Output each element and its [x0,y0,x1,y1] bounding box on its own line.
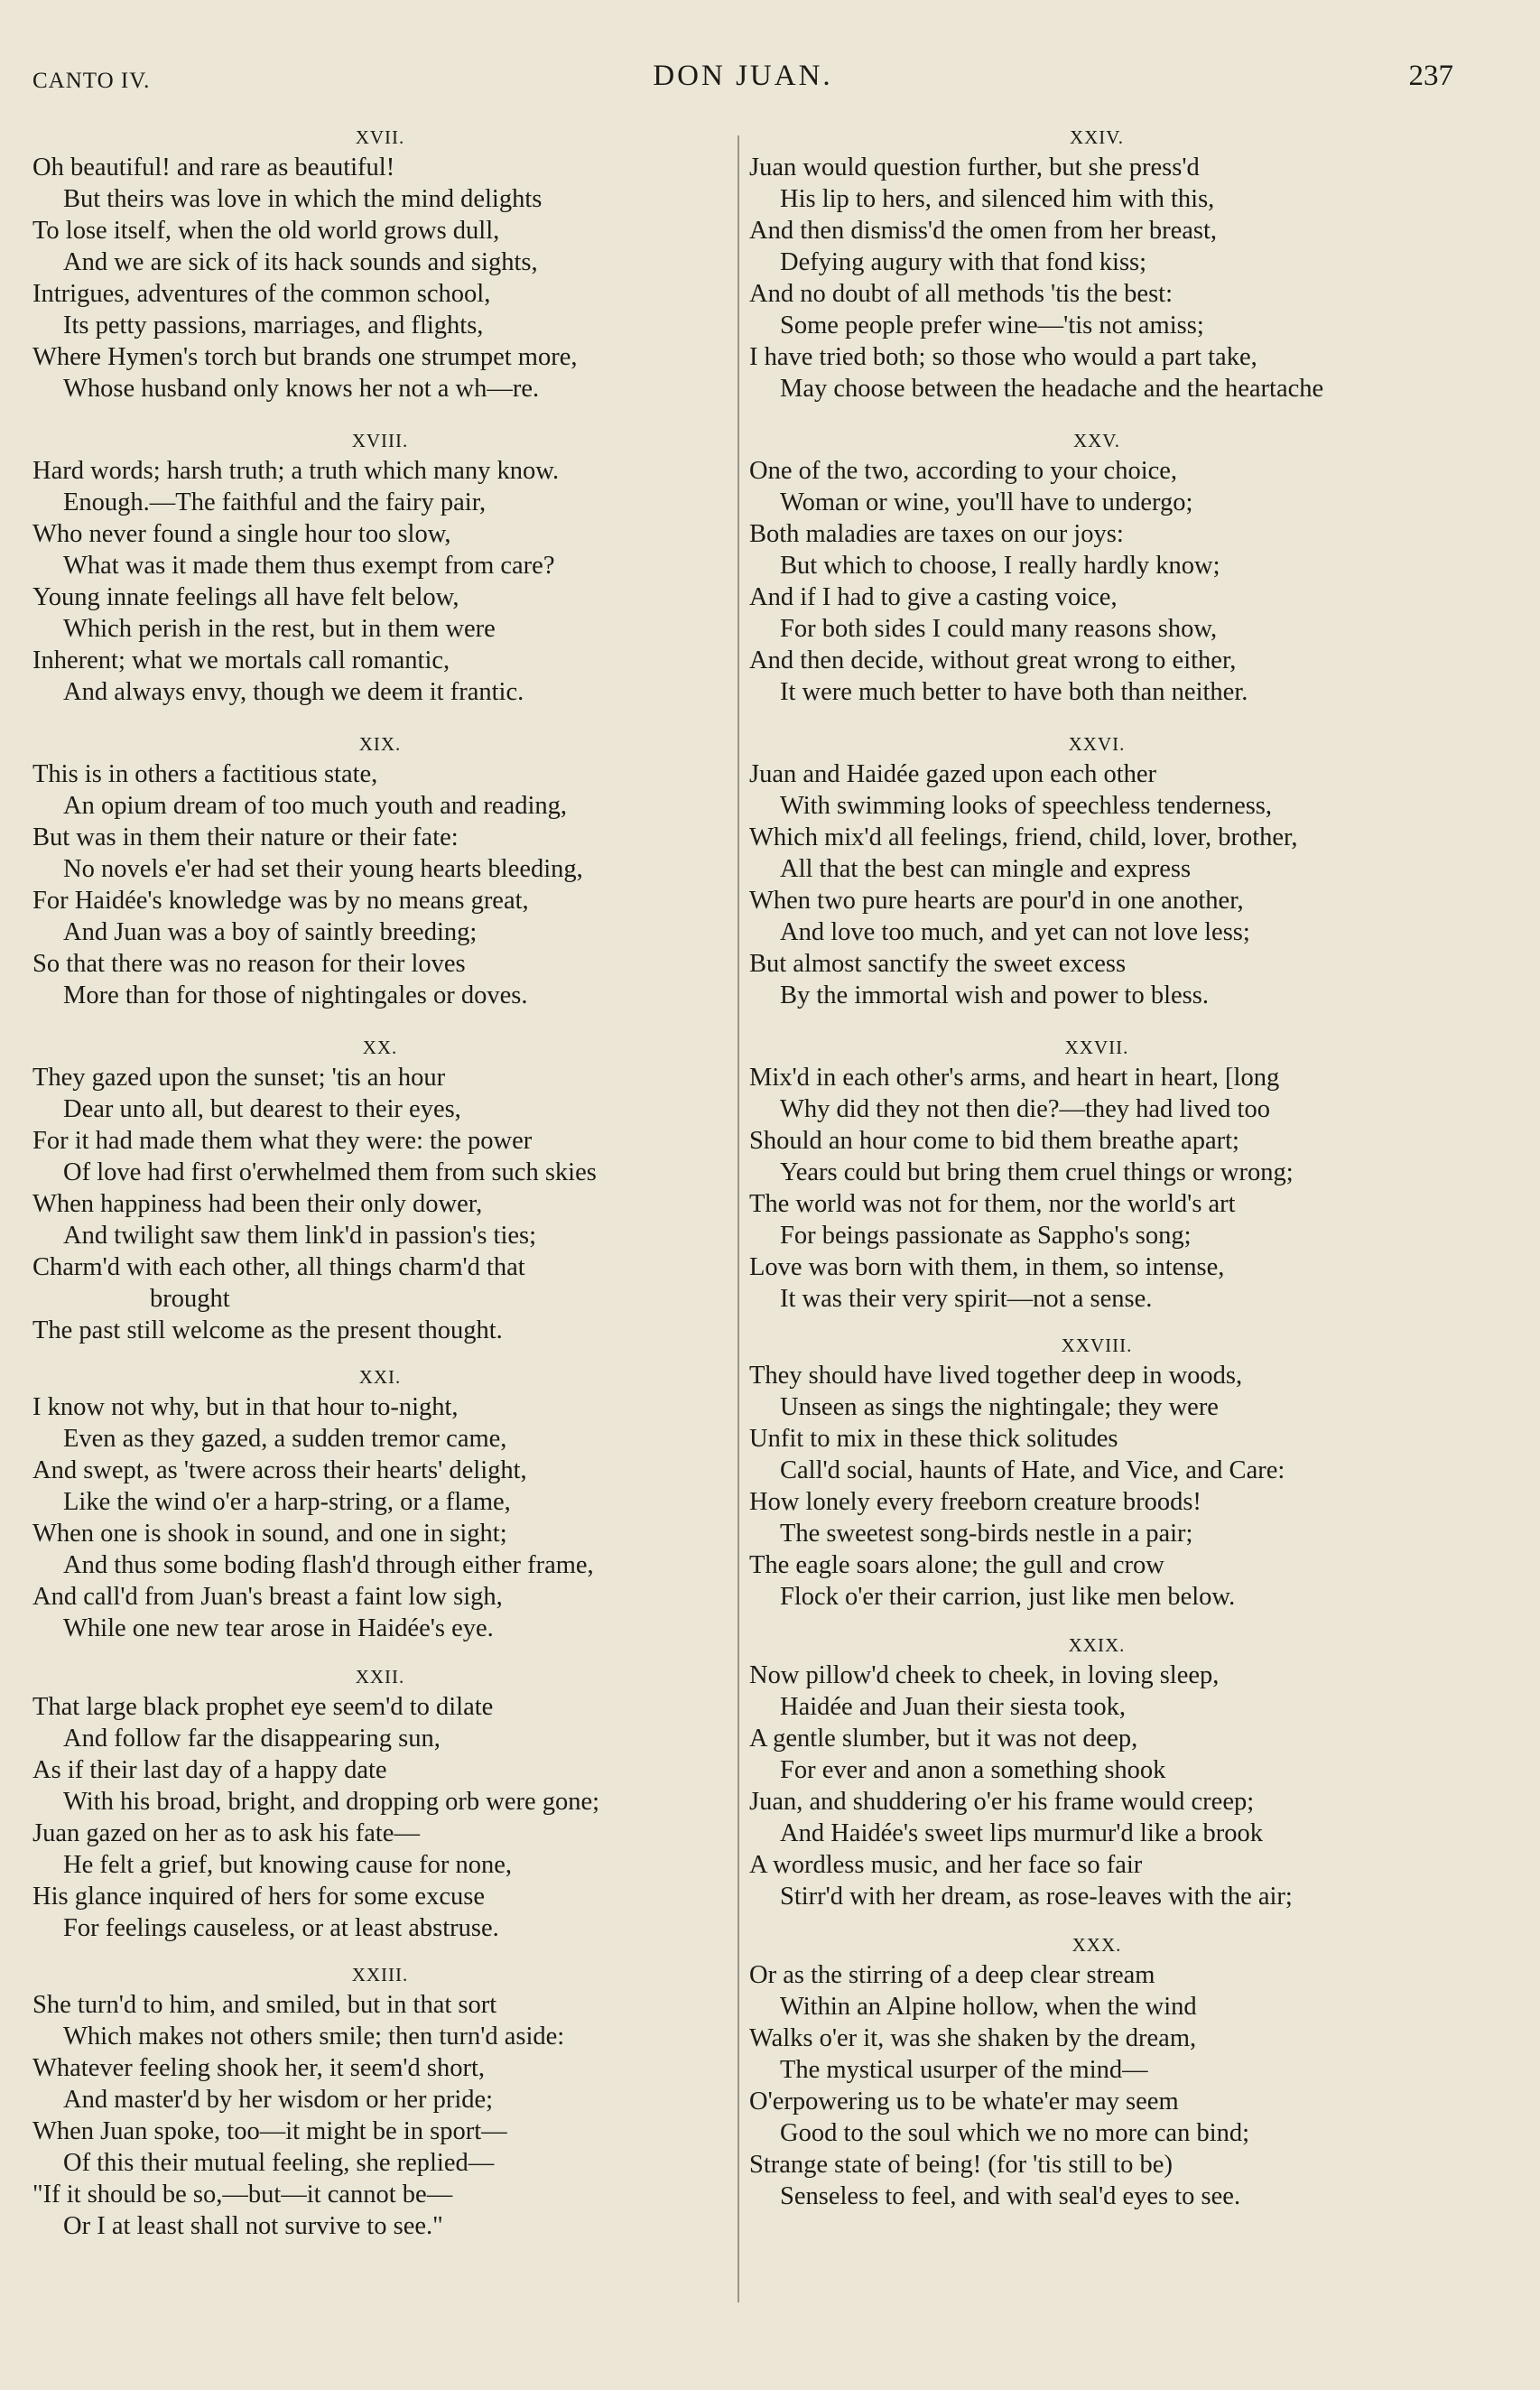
verse-line: Walks o'er it, was she shaken by the dream, [749,2024,1197,2052]
verse-line: When one is shook in sound, and one in sight; [32,1520,507,1548]
verse-line: Or I at least shall not survive to see." [63,2212,443,2240]
verse-line: The sweetest song-birds nestle in a pair; [780,1520,1193,1548]
verse-line: For beings passionate as Sappho's song; [780,1222,1192,1250]
verse-line: Stirr'd with her dream, as rose-leaves with the air; [780,1883,1293,1911]
verse-line: Unfit to mix in these thick solitudes [749,1425,1118,1453]
stanza-number: XXI. [358,1366,402,1388]
verse-line: Juan would question further, but she press'd [749,153,1200,181]
verse-line: Unseen as sings the nightingale; they were [780,1393,1219,1421]
left-column [32,125,728,2242]
verse-line: As if their last day of a happy date [32,1756,387,1784]
verse-line: Why did they not then die?—they had lived too [780,1095,1270,1123]
column-divider [738,135,739,2302]
verse-line: And swept, as 'twere across their hearts' delight, [32,1456,527,1484]
verse-line: Both maladies are taxes on our joys: [749,520,1124,548]
stanza-number: XVII. [355,126,405,148]
stanza [749,1932,1444,2212]
verse-line: And then dismiss'd the omen from her breast, [749,217,1218,245]
verse-line: What was it made them thus exempt from care? [63,552,555,580]
verse-line: The past still welcome as the present thought. [32,1316,503,1344]
verse-line: Strange state of being! (for 'tis still to be) [749,2151,1173,2179]
stanza-number: XXV. [1072,430,1121,451]
stanza-number: XXIX. [1068,1634,1126,1656]
stanza [749,731,1444,1011]
verse-line: And always envy, though we deem it frantic. [63,678,524,706]
verse-line: I know not why, but in that hour to-night, [32,1393,459,1421]
right-column [749,125,1444,2212]
verse-line: When happiness had been their only dower, [32,1190,483,1218]
verse-line: Like the wind o'er a harp-string, or a flame, [63,1488,511,1516]
verse-line: Haidée and Juan their siesta took, [780,1693,1127,1721]
verse-line: Flock o'er their carrion, just like men below. [780,1583,1236,1611]
stanza-number: XXVII. [1064,1037,1129,1058]
verse-line: Who never found a single hour too slow, [32,520,451,548]
verse-line: Which makes not others smile; then turn'd aside: [63,2023,565,2051]
verse-line: For ever and anon a something shook [780,1756,1166,1784]
verse-line: O'erpowering us to be whate'er may seem [749,2088,1179,2116]
verse-line: Woman or wine, you'll have to undergo; [780,488,1193,516]
verse-line: Enough.—The faithful and the fairy pair, [63,488,487,516]
stanza-number: XXII. [355,1666,405,1688]
stanza [32,428,728,708]
verse-line: Call'd social, haunts of Hate, and Vice, and Care: [780,1456,1285,1484]
stanza [749,125,1444,405]
verse-line: For Haidée's knowledge was by no means great, [32,887,529,915]
verse-line: They should have lived together deep in woods, [749,1362,1243,1390]
verse-line: When two pure hearts are pour'd in one another, [749,887,1244,915]
verse-line: With his broad, bright, and dropping orb were gone; [63,1788,600,1816]
verse-line: "If it should be so,—but—it cannot be— [32,2181,453,2209]
verse-line: But theirs was love in which the mind delights [63,185,543,213]
verse-line: Juan, and shuddering o'er his frame would creep; [749,1788,1255,1816]
running-title: DON JUAN. [653,60,833,92]
page-number: 237 [1408,60,1453,92]
verse-line: Intrigues, adventures of the common school, [32,280,491,308]
verse-line: It was their very spirit—not a sense. [780,1285,1153,1313]
verse-line: Defying augury with that fond kiss; [780,248,1147,276]
verse-line: But which to choose, I really hardly know; [780,552,1220,580]
verse-line: Love was born with them, in them, so intense, [749,1253,1225,1281]
verse-line: And follow far the disappearing sun, [63,1725,441,1753]
verse-line: That large black prophet eye seem'd to dilate [32,1693,494,1721]
verse-line: When Juan spoke, too—it might be in sport— [32,2117,507,2145]
stanza [32,125,728,405]
verse-line: Juan and Haidée gazed upon each other [749,760,1157,788]
verse-line: Should an hour come to bid them breathe apart; [749,1127,1239,1155]
verse-line: Juan gazed on her as to ask his fate— [32,1819,420,1847]
stanza-number: XX. [362,1037,398,1058]
verse-line: No novels e'er had set their young hearts bleeding, [63,855,583,883]
verse-line: For both sides I could many reasons show, [780,615,1218,643]
verse-line: The world was not for them, nor the world's art [749,1190,1236,1218]
verse-line: Whatever feeling shook her, it seem'd short, [32,2054,486,2082]
verse-line: And then decide, without great wrong to either, [749,646,1237,674]
verse-line: Even as they gazed, a sudden tremor came, [63,1425,507,1453]
stanza-number: XXIII. [351,1964,409,1985]
stanza [32,731,728,1011]
verse-line: Or as the stirring of a deep clear stream [749,1961,1155,1989]
verse-line: Dear unto all, but dearest to their eyes, [63,1095,461,1123]
verse-line: And call'd from Juan's breast a faint low sigh, [32,1583,503,1611]
stanza [32,1035,728,1346]
verse-line: And thus some boding flash'd through either frame, [63,1551,594,1579]
verse-line: Its petty passions, marriages, and flights, [63,312,484,339]
verse-line: How lonely every freeborn creature broods! [749,1488,1201,1516]
stanza-number: XVIII. [351,430,409,451]
stanza [32,1664,728,1944]
verse-line: And we are sick of its hack sounds and sights, [63,248,538,276]
stanza [749,1632,1444,1912]
verse-line: And if I had to give a casting voice, [749,583,1118,611]
stanza [749,1035,1444,1315]
verse-line: They gazed upon the sunset; 'tis an hour [32,1064,446,1092]
verse-line: The mystical usurper of the mind— [780,2056,1148,2084]
verse-line: By the immortal wish and power to bless. [780,981,1209,1009]
verse-line: Senseless to feel, and with seal'd eyes to see. [780,2182,1241,2210]
verse-line: Of this their mutual feeling, she replied— [63,2149,495,2177]
verse-line: Which perish in the rest, but in them were [63,615,496,643]
verse-line: For feelings causeless, or at least abstruse. [63,1914,499,1942]
verse-line: And master'd by her wisdom or her pride; [63,2086,494,2114]
stanza [749,1333,1444,1613]
verse-line: Oh beautiful! and rare as beautiful! [32,153,395,181]
verse-line: And no doubt of all methods 'tis the best: [749,280,1174,308]
stanza-number: XIX. [358,733,402,755]
stanza-number: XXVI. [1068,733,1126,755]
verse-line: Mix'd in each other's arms, and heart in heart, [long [749,1064,1280,1092]
stanza [32,1962,728,2242]
verse-line: Some people prefer wine—'tis not amiss; [780,312,1204,339]
stanza [749,428,1444,708]
verse-line: So that there was no reason for their loves [32,950,466,978]
verse-line: An opium dream of too much youth and reading, [63,792,568,820]
verse-line: Inherent; what we mortals call romantic, [32,646,450,674]
verse-line: More than for those of nightingales or doves. [63,981,528,1009]
verse-line: With swimming looks of speechless tenderness, [780,792,1273,820]
verse-line: One of the two, according to your choice, [749,457,1178,485]
verse-line: Years could but bring them cruel things or wrong; [780,1158,1294,1186]
verse-line: I have tried both; so those who would a part take, [749,343,1257,371]
canto-label: CANTO IV. [32,69,151,93]
verse-line: His glance inquired of hers for some excuse [32,1883,485,1911]
verse-line: May choose between the headache and the heartache [780,375,1324,403]
verse-line: Where Hymen's torch but brands one strumpet more, [32,343,578,371]
stanza [32,1364,728,1644]
verse-line: brought [150,1285,230,1313]
verse-line: To lose itself, when the old world grows dull, [32,217,500,245]
verse-line: Charm'd with each other, all things charm'd that [32,1253,525,1281]
verse-line: She turn'd to him, and smiled, but in that sort [32,1991,497,2019]
verse-line: And love too much, and yet can not love less; [780,918,1250,946]
stanza-number: XXIV. [1069,126,1125,148]
running-header [32,56,1453,101]
verse-line: And Juan was a boy of saintly breeding; [63,918,478,946]
verse-line: It were much better to have both than neither. [780,678,1248,706]
verse-line: All that the best can mingle and express [780,855,1192,883]
verse-line: Which mix'd all feelings, friend, child, lover, brother, [749,823,1298,851]
verse-line: His lip to hers, and silenced him with this, [780,185,1215,213]
verse-line: This is in others a factitious state, [32,760,378,788]
verse-line: But almost sanctify the sweet excess [749,950,1127,978]
verse-line: The eagle soars alone; the gull and crow [749,1551,1164,1579]
verse-line: Good to the soul which we no more can bind; [780,2119,1250,2147]
verse-line: Whose husband only knows her not a wh—re. [63,375,540,403]
verse-line: And twilight saw them link'd in passion's ties; [63,1222,537,1250]
verse-line: And Haidée's sweet lips murmur'd like a brook [780,1819,1264,1847]
verse-line: Of love had first o'erwhelmed them from such skies [63,1158,597,1186]
verse-line: Now pillow'd cheek to cheek, in loving sleep, [749,1661,1220,1689]
verse-line: Hard words; harsh truth; a truth which many know. [32,457,560,485]
verse-line: A gentle slumber, but it was not deep, [749,1725,1138,1753]
verse-line: A wordless music, and her face so fair [749,1851,1143,1879]
verse-line: Young innate feelings all have felt below, [32,583,459,611]
verse-line: For it had made them what they were: the power [32,1127,533,1155]
verse-line: Within an Alpine hollow, when the wind [780,1993,1197,2021]
verse-line: While one new tear arose in Haidée's eye. [63,1614,494,1642]
stanza-number: XXX. [1072,1934,1122,1956]
stanza-number: XXVIII. [1061,1334,1133,1356]
verse-line: But was in them their nature or their fate: [32,823,459,851]
verse-line: He felt a grief, but knowing cause for none, [63,1851,512,1879]
